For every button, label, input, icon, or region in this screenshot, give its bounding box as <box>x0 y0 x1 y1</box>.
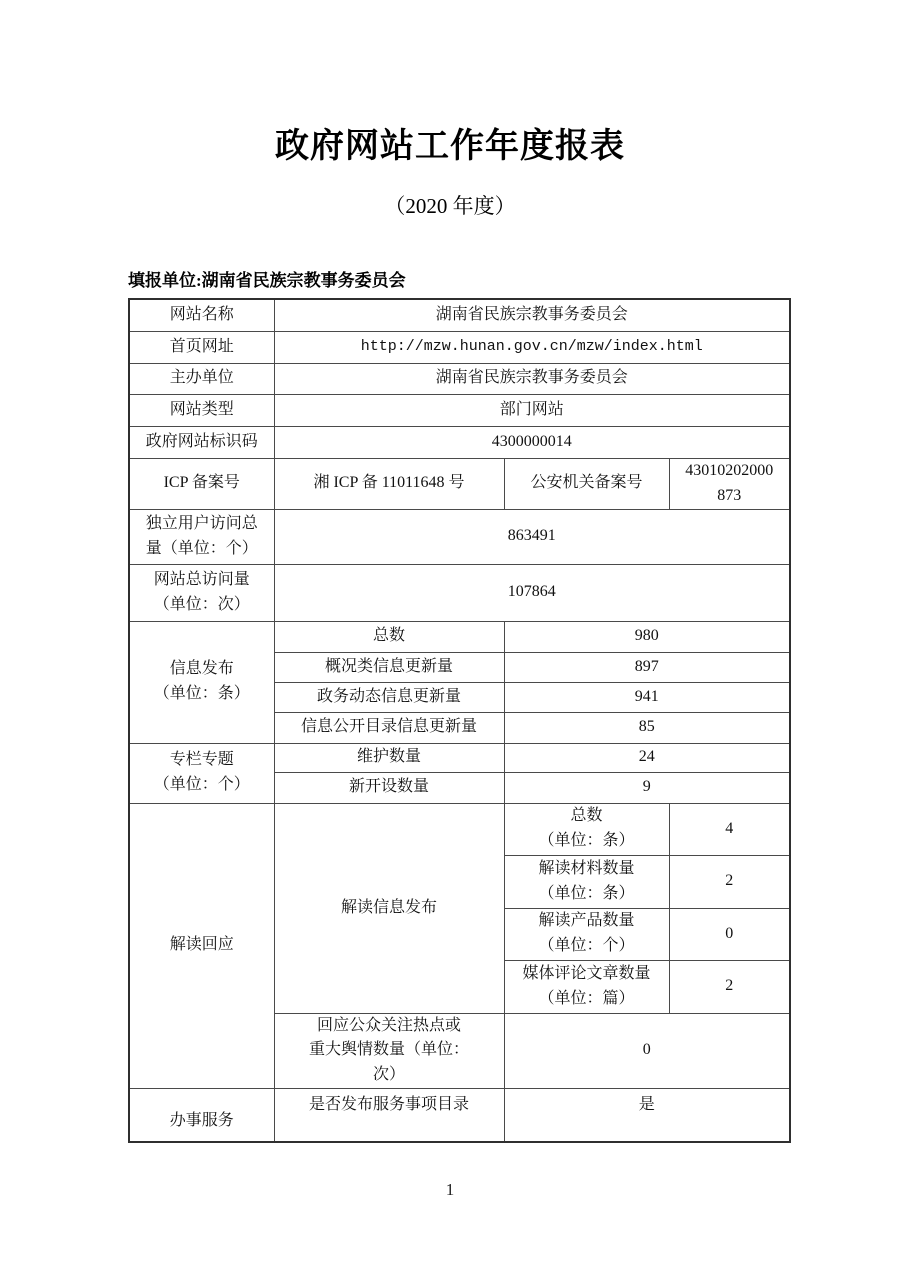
interpretation-materials-label: 解读材料数量 （单位：条） <box>504 855 669 908</box>
info-publish-dynamics-label: 政务动态信息更新量 <box>274 682 504 712</box>
table-row <box>129 1088 790 1142</box>
unique-visitors-label: 独立用户访问总 量（单位：个） <box>129 509 274 564</box>
report-table <box>128 298 791 1143</box>
table-row <box>129 509 790 564</box>
document-title: 政府网站工作年度报表 <box>275 127 625 165</box>
site-name-label: 网站名称 <box>129 299 274 331</box>
hotspot-response-label: 回应公众关注热点或 重大舆情数量（单位： 次） <box>274 1013 504 1088</box>
table-row <box>129 803 790 855</box>
table-row <box>129 458 790 509</box>
table-row <box>129 564 790 621</box>
table-row <box>129 394 790 426</box>
police-record-value: 43010202000 873 <box>669 458 790 509</box>
table-row <box>129 743 790 772</box>
total-visits-value: 107864 <box>274 564 790 621</box>
interpretation-media-label: 媒体评论文章数量 （单位：篇） <box>504 960 669 1013</box>
table-row <box>129 621 790 652</box>
columns-topics-group-label: 专栏专题 （单位：个） <box>129 743 274 803</box>
interpretation-total-label: 总数 （单位：条） <box>504 803 669 855</box>
site-code-value: 4300000014 <box>274 426 790 458</box>
interpretation-materials-value: 2 <box>669 855 790 908</box>
interpretation-products-value: 0 <box>669 908 790 960</box>
police-record-label: 公安机关备案号 <box>504 458 669 509</box>
page-number: 1 <box>445 1180 455 1199</box>
info-publish-overview-label: 概况类信息更新量 <box>274 652 504 682</box>
info-publish-total-label: 总数 <box>274 621 504 652</box>
columns-maintained-value: 24 <box>504 743 790 772</box>
info-publish-overview-value: 897 <box>504 652 790 682</box>
table-row <box>129 426 790 458</box>
reporting-unit: 填报单位:湖南省民族宗教事务委员会 <box>128 271 406 290</box>
interpretation-total-value: 4 <box>669 803 790 855</box>
table-row <box>129 363 790 394</box>
columns-maintained-label: 维护数量 <box>274 743 504 772</box>
info-publish-total-value: 980 <box>504 621 790 652</box>
services-directory-label: 是否发布服务事项目录 <box>274 1088 504 1142</box>
document-subtitle: （2020 年度） <box>384 194 516 218</box>
info-publish-dynamics-value: 941 <box>504 682 790 712</box>
home-url-label: 首页网址 <box>129 331 274 363</box>
sponsor-value: 湖南省民族宗教事务委员会 <box>274 363 790 394</box>
columns-new-label: 新开设数量 <box>274 772 504 803</box>
interpretation-publish-label: 解读信息发布 <box>274 803 504 1013</box>
interpretation-group-label: 解读回应 <box>129 803 274 1088</box>
home-url-value: http://mzw.hunan.gov.cn/mzw/index.html <box>274 331 790 363</box>
info-publish-directory-label: 信息公开目录信息更新量 <box>274 712 504 743</box>
interpretation-media-value: 2 <box>669 960 790 1013</box>
hotspot-response-value: 0 <box>504 1013 790 1088</box>
site-code-label: 政府网站标识码 <box>129 426 274 458</box>
unique-visitors-value: 863491 <box>274 509 790 564</box>
icp-value: 湘 ICP 备 11011648 号 <box>274 458 504 509</box>
table-row <box>129 299 790 331</box>
site-name-value: 湖南省民族宗教事务委员会 <box>274 299 790 331</box>
info-publish-directory-value: 85 <box>504 712 790 743</box>
columns-new-value: 9 <box>504 772 790 803</box>
site-type-value: 部门网站 <box>274 394 790 426</box>
table-row <box>129 331 790 363</box>
icp-label: ICP 备案号 <box>129 458 274 509</box>
total-visits-label: 网站总访问量 （单位：次） <box>129 564 274 621</box>
services-directory-value: 是 <box>504 1088 790 1142</box>
info-publish-group-label: 信息发布 （单位：条） <box>129 621 274 743</box>
site-type-label: 网站类型 <box>129 394 274 426</box>
interpretation-products-label: 解读产品数量 （单位：个） <box>504 908 669 960</box>
sponsor-label: 主办单位 <box>129 363 274 394</box>
services-group-label: 办事服务 <box>129 1088 274 1142</box>
